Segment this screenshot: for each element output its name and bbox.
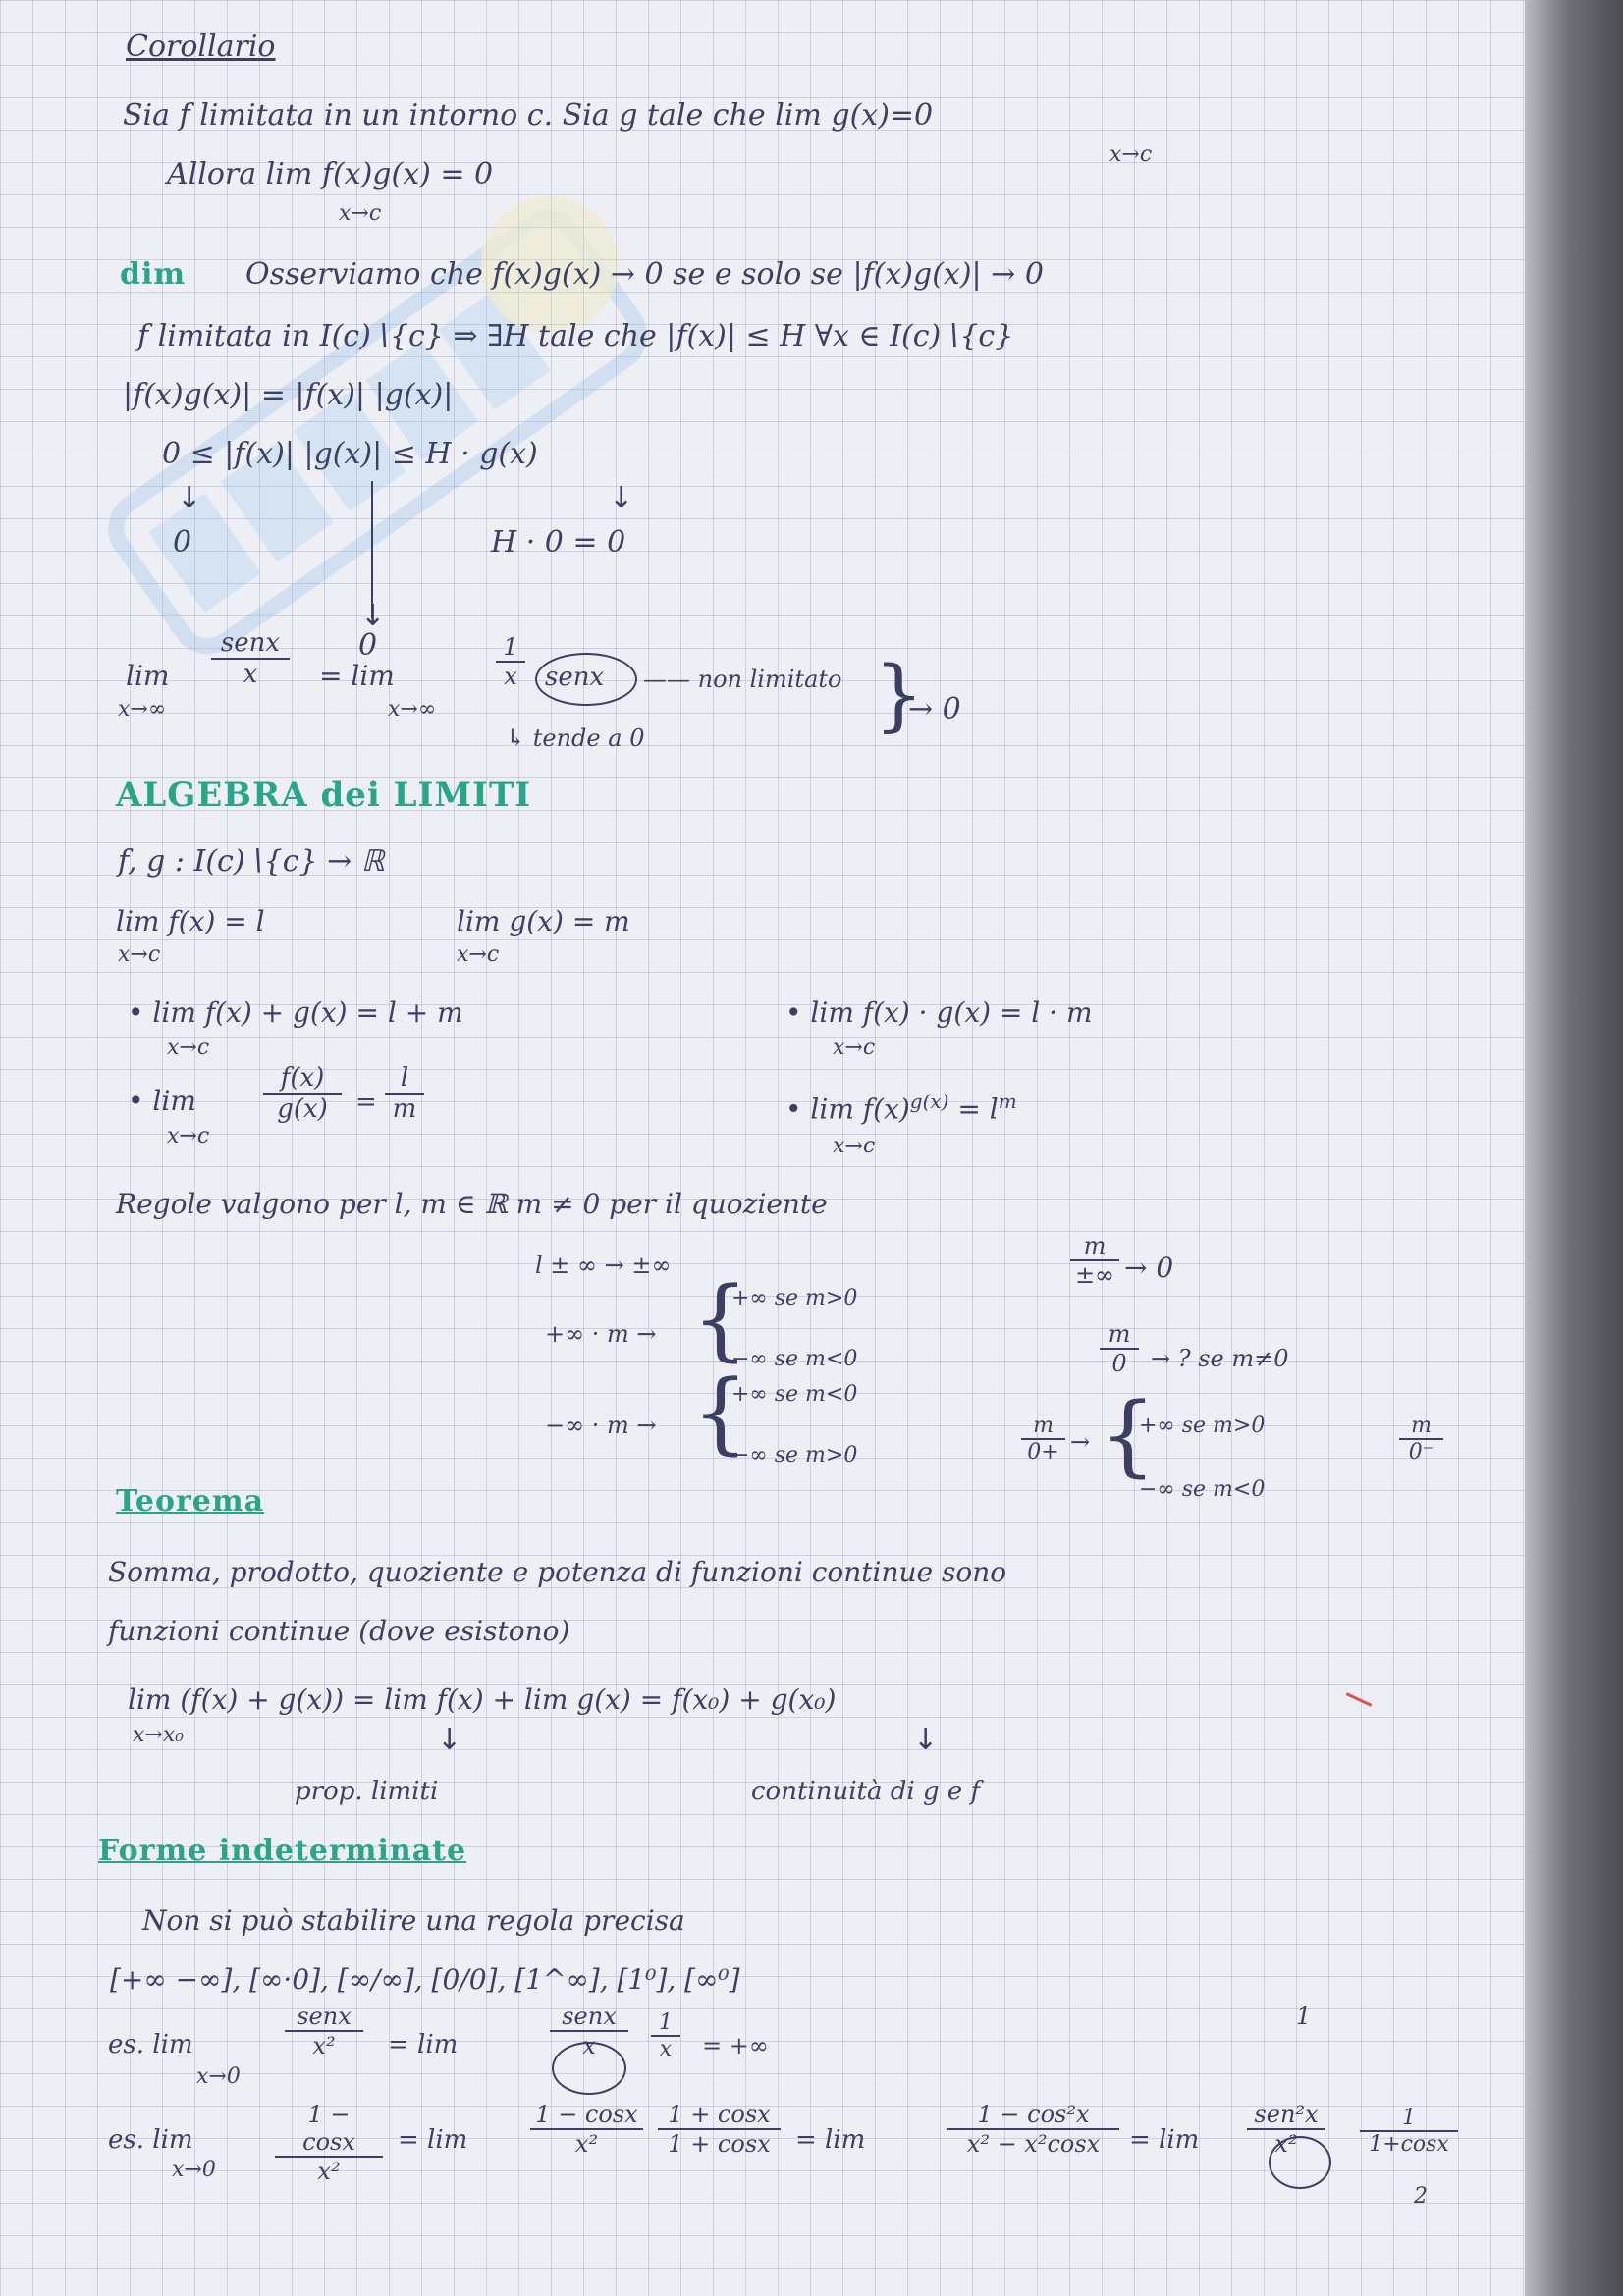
example-note-tends: ↳ tende a 0 bbox=[506, 724, 645, 752]
page-shadow-edge bbox=[1525, 0, 1623, 2296]
circled-term bbox=[1269, 2136, 1331, 2189]
indeterminate-forms: [+∞ −∞], [∞·0], [∞/∞], [0/0], [1^∞], [1⁰], [∞⁰] bbox=[110, 1963, 740, 1996]
algebra-rule-power-subscript: x→c bbox=[833, 1134, 876, 1158]
corollary-hypothesis-subscript: x→c bbox=[1109, 142, 1153, 167]
algebra-rule-power-base: • lim f(x) bbox=[785, 1093, 910, 1126]
indeterminate-ex2-denominator-3: x² − x²cosx bbox=[966, 2130, 1101, 2158]
indeterminate-ex1-extra-numerator: 1 bbox=[651, 2010, 680, 2037]
algebra-q3-case-a: +∞ se m>0 bbox=[1139, 1414, 1266, 1438]
algebra-inf-times-m-case-b: −∞ se m<0 bbox=[731, 1347, 858, 1371]
algebra-rule-power bbox=[785, 1090, 1017, 1125]
algebra-rule-power-rhs-exponent: m bbox=[998, 1090, 1017, 1113]
indeterminate-ex2-fraction-2 bbox=[530, 2101, 643, 2158]
indeterminate-ex1-fraction bbox=[285, 2002, 363, 2059]
indeterminate-ex2-multiplier bbox=[658, 2101, 781, 2158]
algebra-q4-numerator: m bbox=[1399, 1414, 1443, 1440]
theorem-title: Teorema bbox=[116, 1484, 265, 1519]
algebra-rule-power-rhs: = l bbox=[957, 1093, 999, 1126]
example-one-over-x-denominator: x bbox=[504, 663, 517, 690]
proof-line-1: Osserviamo che f(x)g(x) → 0 se e solo se |f(x)g(x)| → 0 bbox=[245, 257, 1044, 292]
down-arrow-icon: ↓ bbox=[177, 481, 202, 515]
algebra-q2-denominator: 0 bbox=[1111, 1350, 1127, 1377]
algebra-quotient-equals: = bbox=[355, 1088, 377, 1117]
indeterminate-ex1-numerator-2: senx bbox=[550, 2002, 628, 2032]
indeterminate-ex2-denominator-4: x² bbox=[1274, 2130, 1298, 2158]
left-brace: { bbox=[692, 1268, 749, 1371]
theorem-text-1: Somma, prodotto, quoziente e potenza di funzioni continue sono bbox=[108, 1556, 1007, 1588]
algebra-quotient-rhs-denominator: m bbox=[392, 1095, 417, 1124]
indeterminate-title: Forme indeterminate bbox=[98, 1834, 467, 1868]
indeterminate-ex1-extra-denominator: x bbox=[659, 2037, 673, 2061]
indeterminate-ex2-last-denominator: 1+cosx bbox=[1369, 2132, 1449, 2157]
algebra-inf-sum: l ± ∞ → ±∞ bbox=[535, 1252, 672, 1279]
indeterminate-ex1-note: 1 bbox=[1296, 2002, 1312, 2030]
indeterminate-ex2-subscript: x→0 bbox=[172, 2158, 216, 2182]
indeterminate-ex2-numerator-2: 1 − cosx bbox=[530, 2101, 643, 2130]
corollary-thesis: Allora lim f(x)g(x) = 0 bbox=[167, 157, 494, 191]
example-note-not-bounded: —— non limitato bbox=[643, 666, 842, 693]
algebra-q1-numerator: m bbox=[1070, 1232, 1119, 1261]
indeterminate-ex1-subscript: x→0 bbox=[196, 2064, 241, 2089]
algebra-rule-quotient-lim: • lim bbox=[128, 1085, 196, 1117]
corollary-thesis-subscript: x→c bbox=[339, 201, 382, 226]
indeterminate-ex2-denominator: x² bbox=[317, 2158, 341, 2185]
algebra-title: ALGEBRA dei LIMITI bbox=[116, 775, 532, 815]
example-lim-subscript-2: x→∞ bbox=[388, 697, 437, 721]
left-brace: { bbox=[1100, 1384, 1157, 1487]
algebra-rule-sum-subscript: x→c bbox=[167, 1036, 210, 1060]
indeterminate-ex1-prefix: es. lim bbox=[108, 2030, 193, 2059]
algebra-quotient-fraction bbox=[263, 1063, 342, 1124]
algebra-lim-f-subscript: x→c bbox=[118, 942, 161, 967]
algebra-quotient-numerator: f(x) bbox=[263, 1063, 342, 1095]
algebra-q2-numerator: m bbox=[1100, 1320, 1139, 1350]
indeterminate-ex2-numerator: 1 − cosx bbox=[275, 2101, 383, 2158]
theorem-note-right: continuità di g e f bbox=[751, 1777, 981, 1806]
proof-middle-line bbox=[371, 481, 373, 618]
algebra-rule-product-subscript: x→c bbox=[833, 1036, 876, 1060]
indeterminate-ex2-last-numerator: 1 bbox=[1360, 2106, 1458, 2132]
proof-right-limit: H · 0 = 0 bbox=[491, 525, 626, 560]
proof-label: dim bbox=[120, 257, 187, 292]
example-one-over-x bbox=[496, 633, 525, 690]
algebra-q3-case-b: −∞ se m<0 bbox=[1139, 1477, 1266, 1502]
indeterminate-ex2-last-note: 2 bbox=[1414, 2184, 1428, 2209]
corollary-hypothesis: Sia f limitata in un intorno c. Sia g tale che lim g(x)=0 bbox=[123, 98, 934, 133]
algebra-inf-times-m-case-a: +∞ se m>0 bbox=[731, 1286, 858, 1310]
algebra-rule-power-exponent: g(x) bbox=[909, 1090, 949, 1113]
algebra-inf-times-m: +∞ · m → bbox=[545, 1320, 657, 1348]
indeterminate-ex1-result: = +∞ bbox=[702, 2032, 769, 2059]
algebra-lim-g: lim g(x) = m bbox=[457, 905, 630, 937]
example-equals-lim: = lim bbox=[319, 660, 395, 692]
example-fraction bbox=[211, 628, 290, 689]
algebra-rule-quotient-subscript: x→c bbox=[167, 1124, 210, 1148]
example-fraction-numerator: senx bbox=[211, 628, 290, 660]
down-arrow-icon: ↓ bbox=[437, 1723, 462, 1757]
indeterminate-intro: Non si può stabilire una regola precisa bbox=[142, 1904, 685, 1937]
algebra-quotient-rhs bbox=[385, 1063, 424, 1124]
indeterminate-ex2-numerator-4: sen²x bbox=[1247, 2101, 1325, 2130]
algebra-rule-product: • lim f(x) · g(x) = l · m bbox=[785, 996, 1093, 1029]
down-arrow-icon: ↓ bbox=[609, 481, 634, 515]
indeterminate-ex2-equals-lim: = lim bbox=[398, 2125, 468, 2155]
algebra-quotient-rhs-numerator: l bbox=[385, 1063, 424, 1095]
left-brace: { bbox=[692, 1362, 749, 1465]
proof-line-2: f limitata in I(c)∖{c} ⇒ ∃H tale che |f(x)| ≤ H ∀x ∈ I(c)∖{c} bbox=[137, 319, 1014, 353]
right-brace: } bbox=[874, 649, 924, 740]
algebra-rule-sum: • lim f(x) + g(x) = l + m bbox=[128, 996, 463, 1029]
indeterminate-ex2-equals-lim-3: = lim bbox=[1129, 2125, 1200, 2155]
indeterminate-ex1-extra-fraction bbox=[651, 2010, 680, 2061]
example-result: → 0 bbox=[908, 692, 961, 726]
algebra-q1-denominator: ±∞ bbox=[1074, 1261, 1115, 1289]
indeterminate-ex2-last-fraction bbox=[1360, 2106, 1458, 2157]
algebra-neginf-times-m-case-b: −∞ se m>0 bbox=[731, 1443, 858, 1468]
example-lim-subscript: x→∞ bbox=[118, 697, 167, 721]
algebra-quotient-denominator: g(x) bbox=[277, 1095, 328, 1124]
algebra-domain: f, g : I(c)∖{c} → ℝ bbox=[118, 844, 385, 879]
proof-left-zero: 0 bbox=[173, 525, 192, 560]
down-arrow-icon: ↓ bbox=[913, 1723, 939, 1757]
indeterminate-ex2-fraction-3 bbox=[947, 2101, 1119, 2158]
proof-line-4: 0 ≤ |f(x)| |g(x)| ≤ H · g(x) bbox=[162, 437, 538, 471]
example-sen-term: senx bbox=[545, 663, 605, 692]
indeterminate-ex2-equals-lim-2: = lim bbox=[795, 2125, 866, 2155]
theorem-equation: lim (f(x) + g(x)) = lim f(x) + lim g(x) = f(x₀) + g(x₀) bbox=[128, 1683, 837, 1716]
theorem-equation-subscript: x→x₀ bbox=[133, 1723, 185, 1747]
algebra-lim-g-subscript: x→c bbox=[457, 942, 500, 967]
indeterminate-ex1-numerator: senx bbox=[285, 2002, 363, 2032]
proof-line-3: |f(x)g(x)| = |f(x)| |g(x)| bbox=[123, 378, 454, 412]
algebra-q3-fraction bbox=[1021, 1414, 1065, 1465]
red-pen-mark bbox=[1346, 1692, 1373, 1707]
example-note-not-bounded-text: non limitato bbox=[697, 666, 842, 693]
indeterminate-ex1-denominator: x² bbox=[312, 2032, 336, 2059]
indeterminate-ex2-prefix: es. lim bbox=[108, 2125, 193, 2155]
indeterminate-ex2-denominator-2: x² bbox=[574, 2130, 599, 2158]
indeterminate-ex2-numerator-3: 1 − cos²x bbox=[947, 2101, 1119, 2130]
theorem-text-2: funzioni continue (dove esistono) bbox=[108, 1615, 570, 1647]
algebra-neginf-times-m: −∞ · m → bbox=[545, 1412, 657, 1439]
indeterminate-ex2-multiplier-denominator: 1 + cosx bbox=[668, 2130, 771, 2158]
algebra-q3-denominator: 0+ bbox=[1027, 1440, 1059, 1465]
algebra-q4-fraction bbox=[1399, 1414, 1443, 1465]
algebra-q2-fraction bbox=[1100, 1320, 1139, 1377]
algebra-q2-result: → ? se m≠0 bbox=[1151, 1345, 1289, 1372]
algebra-q1-result: → 0 bbox=[1124, 1252, 1174, 1284]
algebra-neginf-times-m-case-a: +∞ se m<0 bbox=[731, 1382, 858, 1407]
example-note-tends-text: tende a 0 bbox=[532, 724, 645, 752]
corollary-title: Corollario bbox=[126, 29, 276, 64]
proof-middle-zero: 0 bbox=[358, 628, 378, 663]
algebra-lim-f: lim f(x) = l bbox=[116, 905, 265, 937]
indeterminate-ex1-denominator-2: x bbox=[582, 2032, 596, 2059]
algebra-q3-numerator: m bbox=[1021, 1414, 1065, 1440]
indeterminate-ex1-equals-lim: = lim bbox=[388, 2030, 459, 2059]
indeterminate-ex2-fraction bbox=[275, 2101, 383, 2185]
indeterminate-ex2-multiplier-numerator: 1 + cosx bbox=[658, 2101, 781, 2130]
algebra-q4-denominator: 0⁻ bbox=[1408, 1440, 1434, 1465]
algebra-valid-rule: Regole valgono per l, m ∈ ℝ m ≠ 0 per il quoziente bbox=[116, 1188, 828, 1220]
theorem-note-left: prop. limiti bbox=[295, 1777, 439, 1806]
example-fraction-denominator: x bbox=[243, 660, 258, 689]
circled-term bbox=[552, 2042, 626, 2095]
algebra-q1-fraction bbox=[1070, 1232, 1119, 1289]
example-lim: lim bbox=[126, 660, 170, 692]
down-arrow-icon: ↓ bbox=[360, 599, 386, 633]
example-one-over-x-numerator: 1 bbox=[496, 633, 525, 663]
algebra-q3-arrow: → bbox=[1070, 1428, 1091, 1456]
